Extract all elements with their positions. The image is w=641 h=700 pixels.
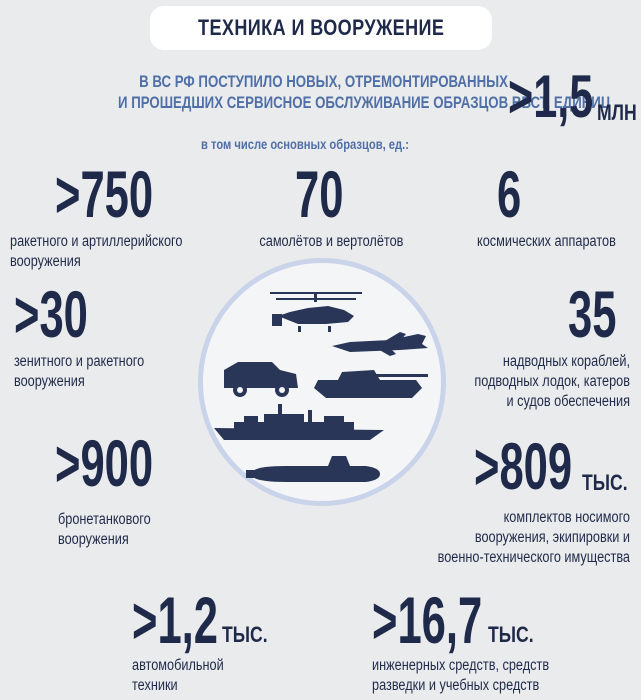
armored-vehicle-icon <box>220 360 300 400</box>
stat-aircraft-value: 70 <box>295 157 344 231</box>
stat-armored-value: >900 <box>55 426 154 500</box>
stat-engineering-unit-wrap <box>488 622 545 648</box>
label-line: надводных кораблей, <box>502 353 630 370</box>
stat-spacecraft-label <box>477 232 641 252</box>
stat-aircraft-label <box>245 232 405 252</box>
title-banner <box>150 6 492 50</box>
subtitle <box>150 136 460 152</box>
label-line: комплектов носимого <box>503 509 630 526</box>
label-line: космических аппаратов <box>477 233 616 250</box>
intro-line-2: И ПРОШЕДШИХ СЕРВИСНОЕ ОБСЛУЖИВАНИЕ ОБРАЗЦОВ ВВСТ, ЕДИНИЦ <box>118 93 611 112</box>
label-line: разведки и учебных средств <box>372 677 540 694</box>
label-line: вооружения <box>10 253 81 270</box>
total-unit-wrap <box>597 100 641 126</box>
label-line: подводных лодок, катеров <box>474 373 630 390</box>
stat-vehicles-unit-wrap <box>222 622 279 648</box>
subtitle-text: в том числе основных образцов, ед.: <box>200 136 409 152</box>
label-line: ракетного и артиллерийского <box>10 233 183 250</box>
label-line: вооружения <box>14 373 85 390</box>
stat-naval-value: 35 <box>568 277 617 351</box>
label-line: техники <box>132 677 178 694</box>
intro-line-1: В ВС РФ ПОСТУПИЛО НОВЫХ, ОТРЕМОНТИРОВАННЫХ <box>139 72 508 91</box>
stat-vehicles-unit: ТЫС. <box>222 622 268 647</box>
warship-icon <box>214 402 384 442</box>
stat-spacecraft-value: 6 <box>497 157 522 231</box>
label-line: бронетанкового <box>58 511 151 528</box>
label-line: вооружения, экипировки и <box>474 529 630 546</box>
stat-gear-unit: ТЫС. <box>582 470 628 495</box>
stat-vehicles-value: >1,2 <box>132 583 218 657</box>
stat-vehicles-label <box>132 656 244 696</box>
stat-gear-label <box>380 508 630 568</box>
stat-gear-unit-wrap <box>582 470 639 496</box>
stat-engineering-unit: ТЫС. <box>488 622 534 647</box>
label-line: самолётов и вертолётов <box>259 233 404 250</box>
submarine-icon <box>246 452 382 486</box>
stat-air-defense-value: >30 <box>14 277 88 351</box>
label-line: вооружения <box>58 531 129 548</box>
label-line: инженерных средств, средств <box>372 657 550 674</box>
total-unit: МЛН <box>597 100 637 125</box>
stat-engineering-value: >16,7 <box>372 583 483 657</box>
label-line: военно-технического имущества <box>437 549 630 566</box>
stat-rocket-artillery-label <box>10 232 220 272</box>
stat-air-defense-label <box>14 352 173 392</box>
stat-gear-value: >809 <box>474 429 573 503</box>
page-title: ТЕХНИКА И ВООРУЖЕНИЕ <box>197 15 445 40</box>
helicopter-icon <box>268 288 364 334</box>
stat-armored-label <box>58 510 171 550</box>
total-value: >1,5 <box>508 63 594 130</box>
stat-rocket-artillery-value: >750 <box>55 157 154 231</box>
stat-naval-label <box>420 352 630 412</box>
label-line: зенитного и ракетного <box>14 353 145 370</box>
label-line: и судов обеспечения <box>506 393 630 410</box>
fighter-jet-icon <box>330 330 430 358</box>
label-line: автомобильной <box>132 657 224 674</box>
tank-icon <box>312 366 430 400</box>
stat-engineering-label <box>372 656 588 696</box>
